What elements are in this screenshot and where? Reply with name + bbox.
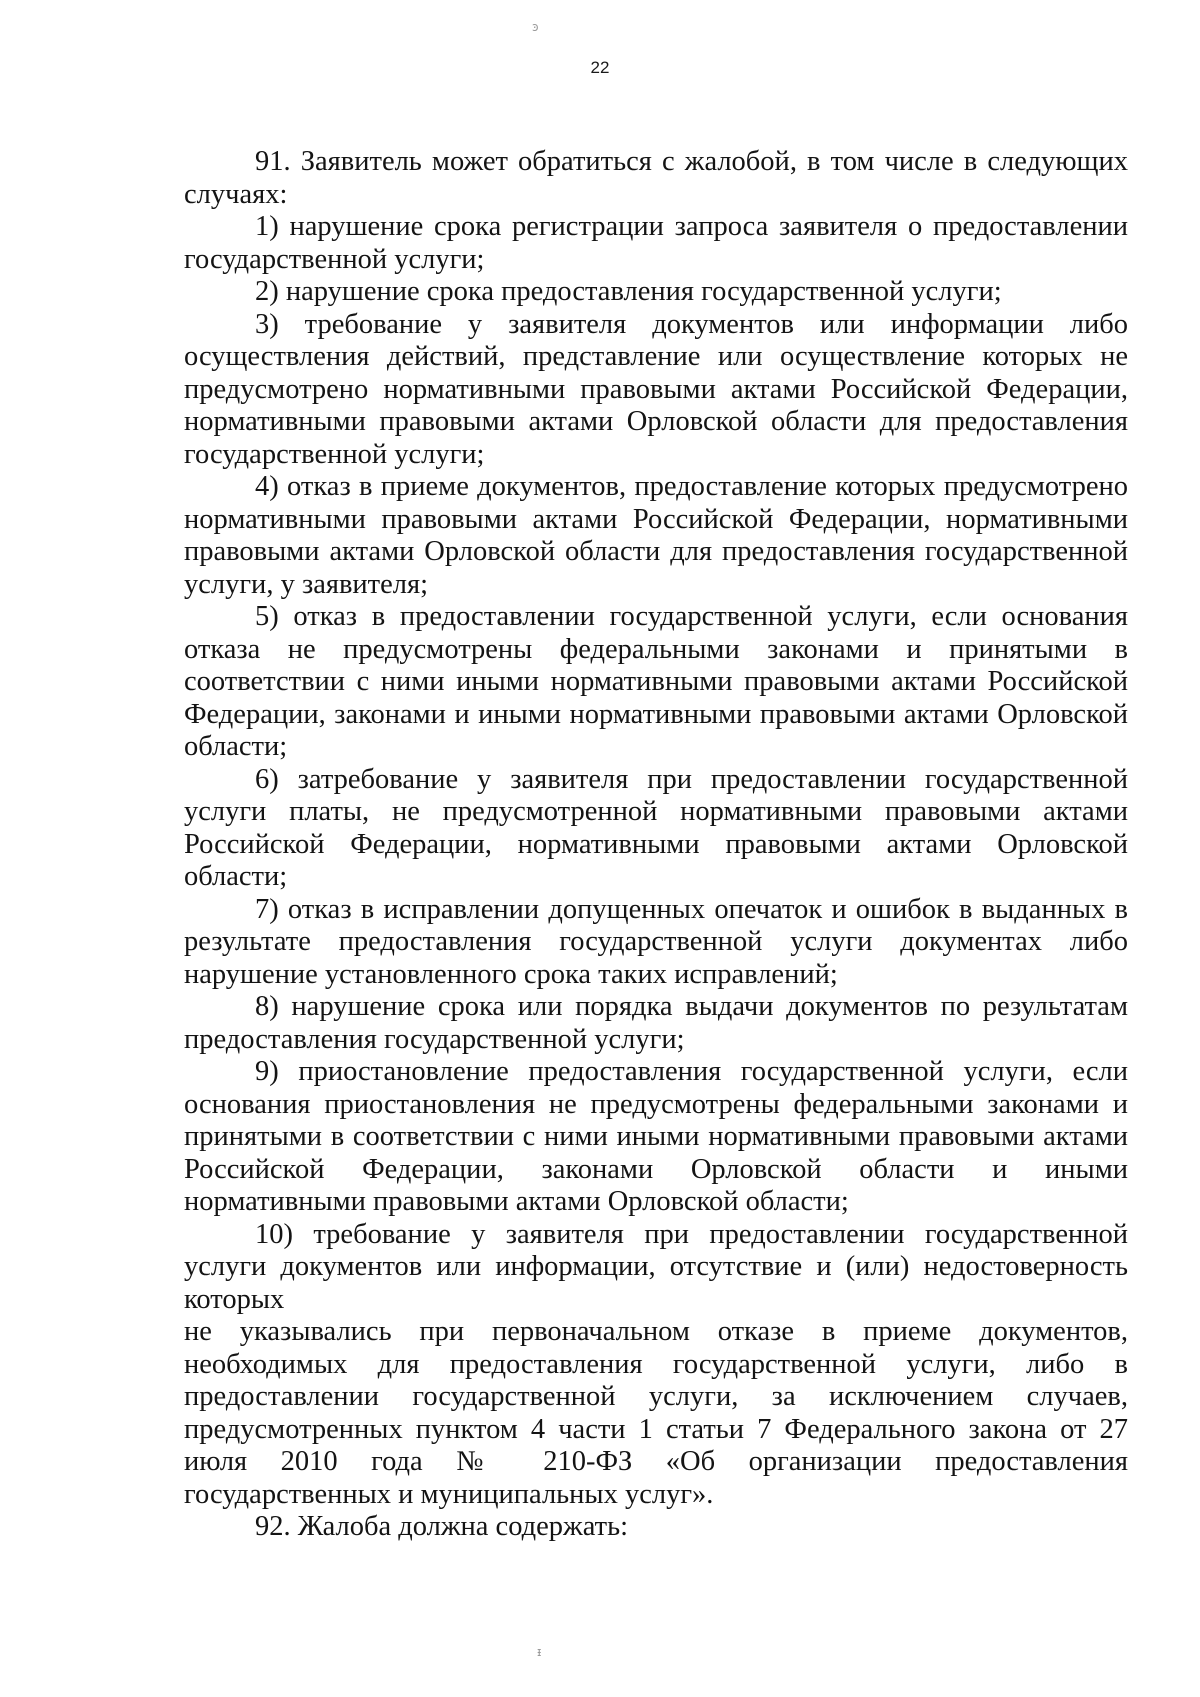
list-item-6: 6) затребование у заявителя при предоставлении государственной услуги платы, не предусмотренной нормативными правовыми актами Российской Федерации, нормативными правовыми актами Орловской области; [184, 763, 1128, 892]
list-item-7: 7) отказ в исправлении допущенных опечаток и ошибок в выданных в результате предоставления государственной услуги документах либо нарушение установленного срока таких исправлений; [184, 893, 1128, 990]
list-item-4: 4) отказ в приеме документов, предоставление которых предусмотрено нормативными правовыми актами Российской Федерации, нормативными правовыми актами Орловской области для предоставления государственной услуги, у заявителя; [184, 471, 1128, 600]
list-item-2: 2) нарушение срока предоставления государственной услуги; [255, 276, 1002, 307]
document-body [184, 146, 1128, 1544]
paragraph-92: 92. Жалоба должна содержать: [255, 1511, 628, 1542]
list-item-10-continuation: не указывались при первоначальном отказе в приеме документов, необходимых для предоставления государственной услуги, либо в предоставлении государственной услуги, за исключением случаев, предусмотренных пунктом 4 части 1 статьи 7 Федерального закона от 27 июля 2010 года № 210-ФЗ «Об организации предоставления государственных и муниципальных услуг». [184, 1316, 1128, 1510]
list-item-10: 10) требование у заявителя при предоставлении государственной услуги документов или информации, отсутствие и (или) недостоверность которых [184, 1218, 1128, 1315]
list-item-3: 3) требование у заявителя документов или информации либо осуществления действий, представление или осуществление которых не предусмотрено нормативными правовыми актами Российской Федерации, нормативными правовыми актами Орловской области для предоставления государственной услуги; [184, 308, 1128, 470]
list-item-5: 5) отказ в предоставлении государственной услуги, если основания отказа не предусмотрены федеральными законами и принятыми в соответствии с ними иными нормативными правовыми актами Российской Федерации, законами и иными нормативными правовыми актами Орловской области; [184, 601, 1128, 762]
paragraph-91: 91. Заявитель может обратиться с жалобой, в том числе в следующих случаях: [184, 146, 1128, 210]
list-item-9: 9) приостановление предоставления государственной услуги, если основания приостановления не предусмотрены федеральными законами и принятыми в соответствии с ними иными нормативными правовыми актами Российской Федерации, законами Орловской области и иными нормативными правовыми актами Орловской области; [184, 1056, 1128, 1217]
scan-artifact: ͽ [532, 20, 539, 34]
list-item-1: 1) нарушение срока регистрации запроса заявителя о предоставлении государственной услуги; [184, 211, 1128, 275]
page-number: 22 [590, 58, 610, 77]
scan-artifact: ᵻ [537, 1645, 542, 1659]
list-item-8: 8) нарушение срока или порядка выдачи документов по результатам предоставления государственной услуги; [184, 991, 1128, 1055]
